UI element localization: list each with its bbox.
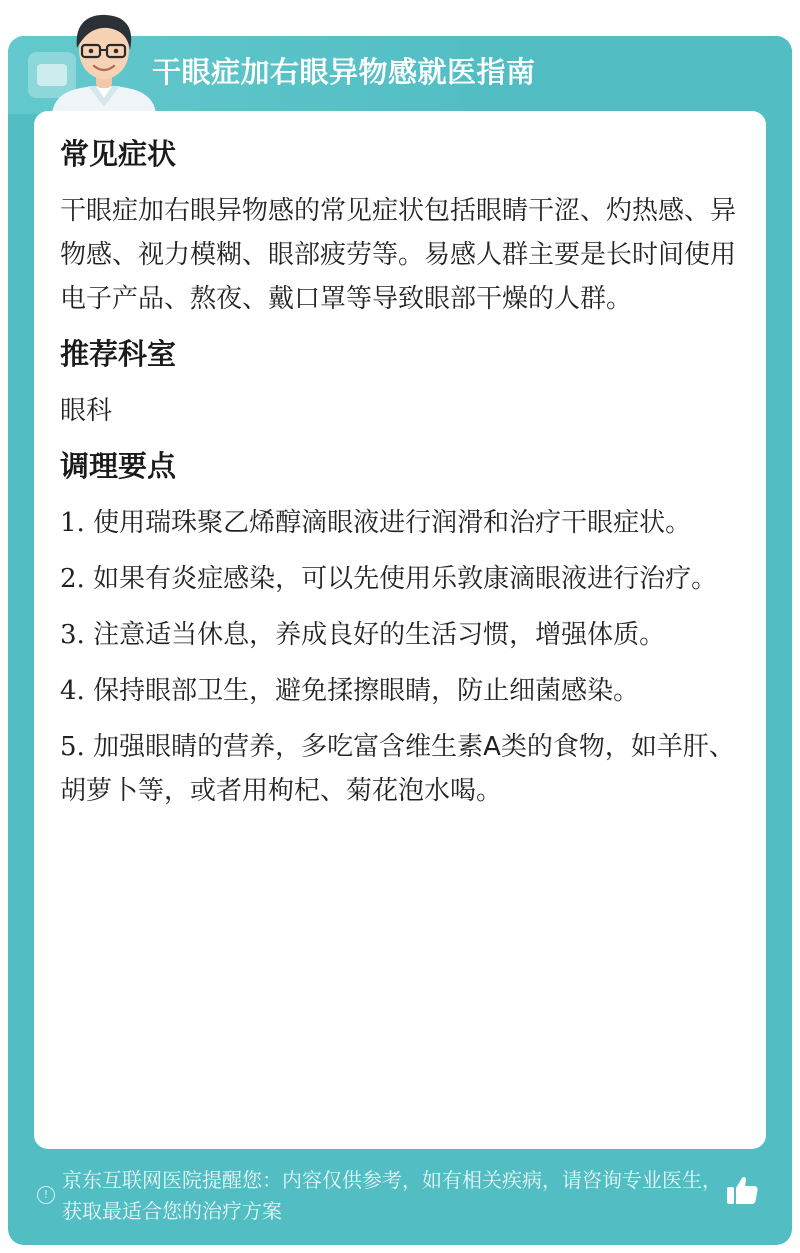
care-item-number: 2. — [60, 564, 85, 594]
disclaimer-text: 京东互联网医院提醒您：内容仅供参考，如有相关疾病，请咨询专业医生，获取最适合您的治疗方案 — [62, 1168, 722, 1223]
care-item-number: 5. — [60, 732, 85, 762]
symptoms-heading: 常见症状 — [60, 137, 177, 171]
department-heading: 推荐科室 — [60, 337, 177, 371]
care-item-3 — [60, 613, 740, 657]
thumbs-up-icon[interactable] — [724, 1172, 760, 1208]
care-item-4 — [60, 669, 740, 713]
care-item-text: 加强眼睛的营养，多吃富含维生素A类的食物，如羊肝、胡萝卜等，或者用枸杞、菊花泡水喝。 — [60, 732, 735, 806]
care-item-number: 1. — [60, 508, 85, 538]
care-heading: 调理要点 — [60, 449, 177, 483]
care-item-2 — [60, 557, 740, 601]
content-body — [60, 133, 740, 825]
care-item-1 — [60, 501, 740, 545]
info-icon: ! — [37, 1186, 55, 1204]
page-title: 干眼症加右眼异物感就医指南 — [152, 55, 536, 89]
care-item-text: 如果有炎症感染，可以先使用乐敦康滴眼液进行治疗。 — [93, 564, 718, 594]
care-item-5 — [60, 725, 740, 813]
doctor-avatar-icon — [44, 6, 164, 114]
care-item-number: 4. — [60, 676, 85, 706]
content-card — [34, 111, 766, 1149]
care-item-text: 保持眼部卫生，避免揉擦眼睛，防止细菌感染。 — [93, 676, 640, 706]
care-item-number: 3. — [60, 620, 85, 650]
care-item-text: 使用瑞珠聚乙烯醇滴眼液进行润滑和治疗干眼症状。 — [93, 508, 692, 538]
symptoms-text: 干眼症加右眼异物感的常见症状包括眼睛干涩、灼热感、异物感、视力模糊、眼部疲劳等。易感人群主要是长时间使用电子产品、熬夜、戴口罩等导致眼部干燥的人群。 — [60, 196, 737, 314]
care-item-text: 注意适当休息，养成良好的生活习惯，增强体质。 — [93, 620, 666, 650]
department-text: 眼科 — [60, 396, 113, 426]
